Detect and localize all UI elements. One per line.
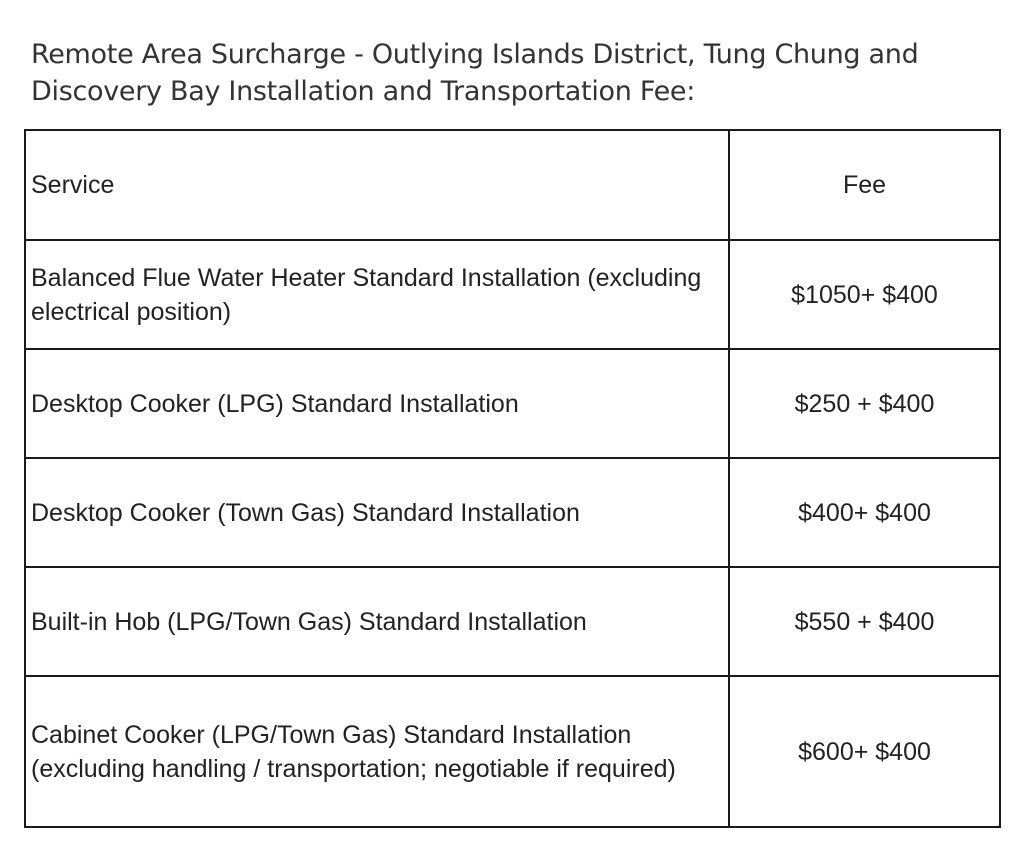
table-row [25,567,1000,676]
fee-column-header: Fee [729,130,1000,240]
service-cell: Cabinet Cooker (LPG/Town Gas) Standard Installation (excluding handling / transportation; negotiable if required) [25,676,729,827]
table-row [25,458,1000,567]
fee-cell: $1050+ $400 [729,240,1000,349]
service-cell: Balanced Flue Water Heater Standard Installation (excluding electrical position) [25,240,729,349]
table-row [25,240,1000,349]
page-title: Remote Area Surcharge - Outlying Islands District, Tung Chung and Discovery Bay Installation and Transportation Fee: [31,39,919,107]
service-cell: Desktop Cooker (Town Gas) Standard Installation [25,458,729,567]
table-row [25,349,1000,458]
fee-cell: $250 + $400 [729,349,1000,458]
table-row [25,676,1000,827]
service-cell: Built-in Hob (LPG/Town Gas) Standard Installation [25,567,729,676]
fee-cell: $550 + $400 [729,567,1000,676]
service-column-header: Service [25,130,729,240]
service-cell: Desktop Cooker (LPG) Standard Installation [25,349,729,458]
table-header-row [25,130,1000,240]
fee-table [24,129,1001,828]
fee-cell: $400+ $400 [729,458,1000,567]
fee-cell: $600+ $400 [729,676,1000,827]
